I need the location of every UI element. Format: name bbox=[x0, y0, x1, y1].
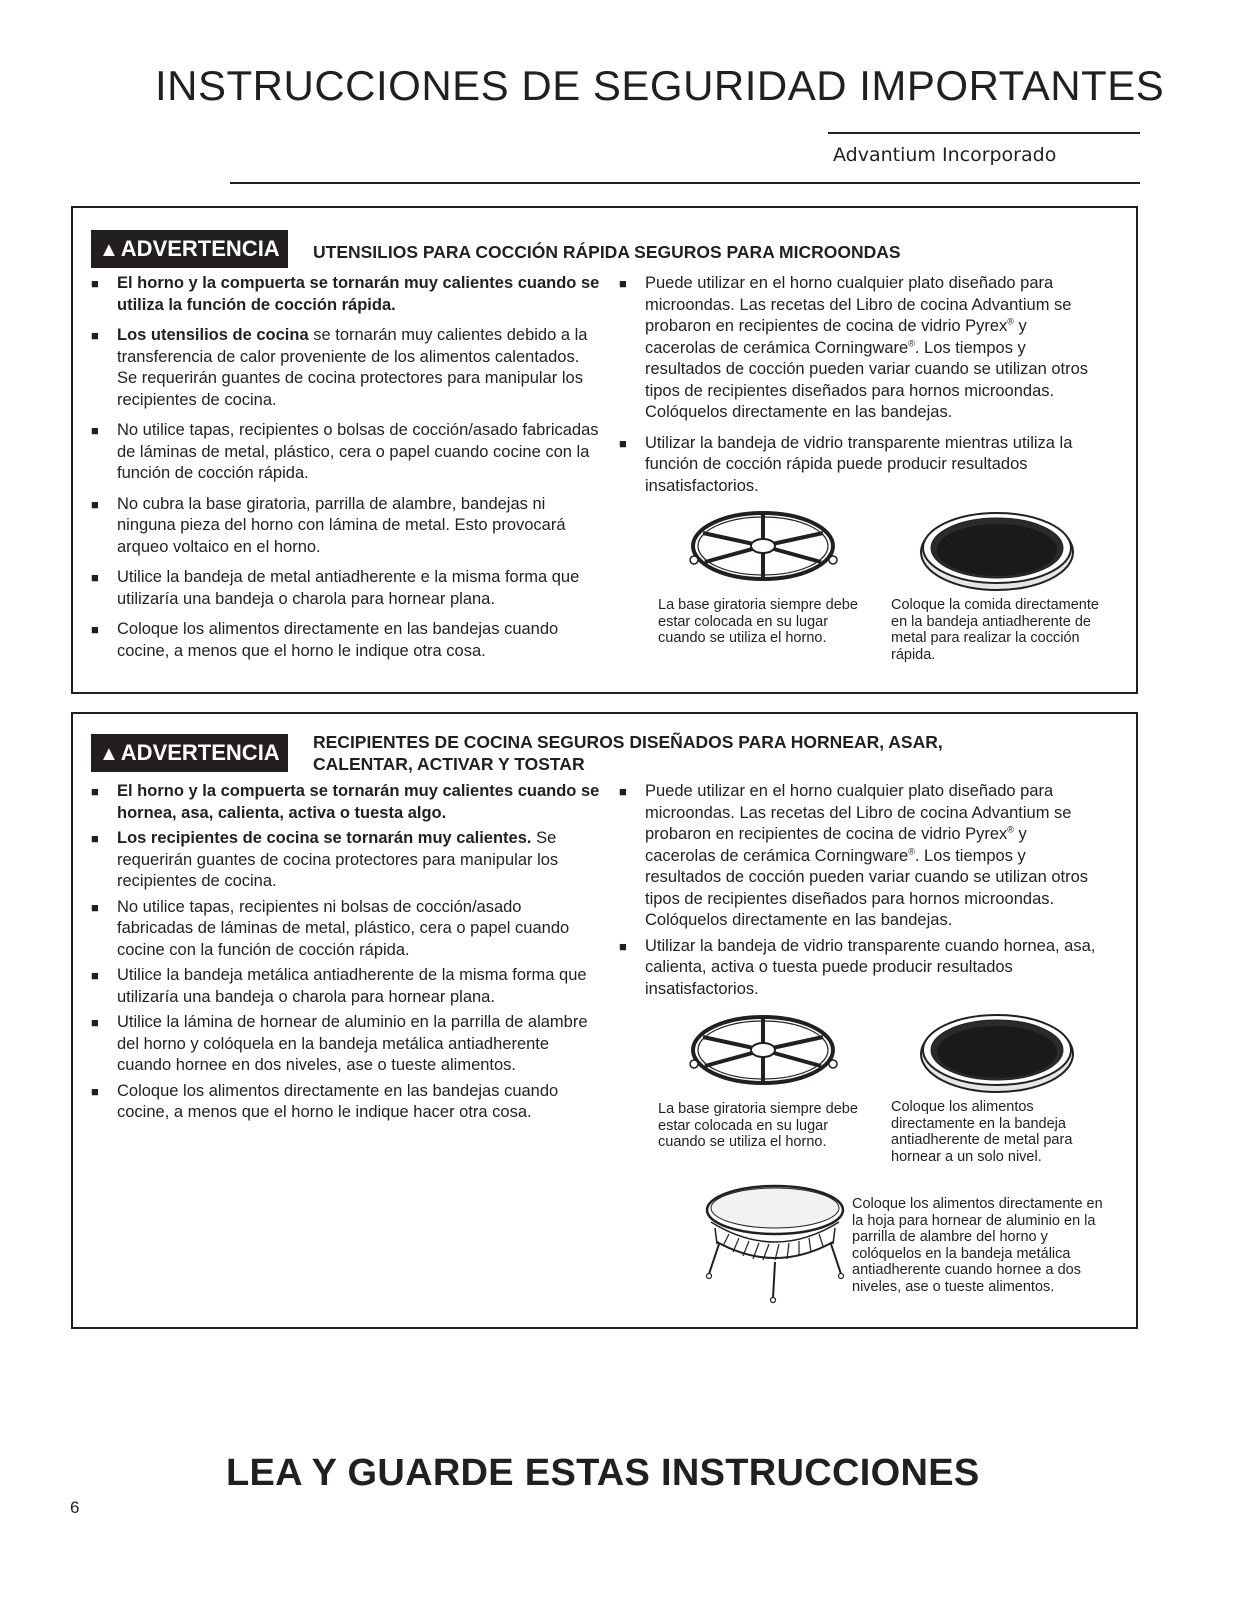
list-item: ■ No utilice tapas, recipientes o bolsas de cocción/asado fabricadas de láminas de metal, plástico, cera o papel cuando cocine con la función de cocción rápida. bbox=[91, 420, 601, 485]
list-item: ■ Utilice la lámina de hornear de aluminio en la parrilla de alambre del horno y colóquela en la bandeja metálica antiadherente cuando hornee en dos niveles, ase o tueste alimentos. bbox=[91, 1012, 601, 1077]
warning-heading bbox=[313, 731, 943, 775]
warning-heading-line: CALENTAR, ACTIVAR Y TOSTAR bbox=[313, 754, 585, 774]
list-item: ■ Puede utilizar en el horno cualquier plato diseñado para microondas. Las recetas del Libro de cocina Advantium se probaron en recipientes de cocina de vidrio Pyrex® y cacerolas de cerámica Corningware®. Los tiempos y resultados de cocción pueden variar cuando se utilizan otros tipos de recipientes diseñados para hornos microondas. Colóquelos directamente en las bandejas. bbox=[619, 273, 1097, 424]
list-item: ■ Utilizar la bandeja de vidrio transparente mientras utiliza la función de cocción rápida puede producir resultados insatisfactorios. bbox=[619, 433, 1097, 498]
warning-badge bbox=[91, 230, 288, 268]
header-rule-short bbox=[828, 132, 1140, 134]
list-item: ■ Los utensilios de cocina se tornarán muy calientes debido a la transferencia de calor proveniente de los alimentos calentados. Se requerirán guantes de cocina protectores para manipular los recipientes de cocina. bbox=[91, 325, 601, 411]
list-item: ■ Puede utilizar en el horno cualquier plato diseñado para microondas. Las recetas del Libro de cocina Advantium se probaron en recipientes de cocina de vidrio Pyrex® y cacerolas de cerámica Corningware®. Los tiempos y resultados de cocción pueden variar cuando se utilizan otros tipos de recipientes diseñados para hornos microondas. Colóquelos directamente en las bandejas. bbox=[619, 781, 1097, 932]
right-column bbox=[619, 781, 1097, 1004]
tray-caption: Coloque los alimentos directamente en la bandeja antiadherente de metal para hornear a un solo nivel. bbox=[891, 1099, 1073, 1165]
turntable-caption: La base giratoria siempre debe estar colocada en su lugar cuando se utiliza el horno. bbox=[658, 597, 858, 646]
warning-box-bake bbox=[71, 712, 1138, 1329]
list-item: ■ No utilice tapas, recipientes ni bolsas de cocción/asado fabricadas de láminas de metal, plástico, cera o papel cuando cocine con la función de cocción rápida. bbox=[91, 897, 601, 962]
left-column bbox=[91, 781, 601, 1128]
list-item: ■ El horno y la compuerta se tornarán muy calientes cuando se utiliza la función de cocción rápida. bbox=[91, 273, 601, 316]
wire-rack-illustration bbox=[697, 1182, 847, 1307]
warning-heading-line: RECIPIENTES DE COCINA SEGUROS DISEÑADOS PARA HORNEAR, ASAR, bbox=[313, 732, 943, 752]
turntable-illustration bbox=[685, 508, 845, 588]
warning-badge bbox=[91, 734, 288, 772]
warning-box-speedcook bbox=[71, 206, 1138, 694]
left-column bbox=[91, 273, 601, 671]
warning-triangle-icon: ▲ bbox=[99, 239, 119, 261]
turntable-caption: La base giratoria siempre debe estar colocada en su lugar cuando se utiliza el horno. bbox=[658, 1101, 858, 1150]
page-subtitle: Advantium Incorporado bbox=[833, 144, 1057, 166]
list-item: ■ Utilice la bandeja metálica antiadherente de la misma forma que utilizaría una bandeja o charola para hornear plana. bbox=[91, 965, 601, 1008]
list-item: ■ Utilice la bandeja de metal antiadherente e la misma forma que utilizaría una bandeja o charola para hornear plana. bbox=[91, 567, 601, 610]
warning-badge-label: ADVERTENCIA bbox=[120, 236, 280, 261]
footer-title: LEA Y GUARDE ESTAS INSTRUCCIONES bbox=[226, 1452, 980, 1494]
list-item: ■ Utilizar la bandeja de vidrio transparente cuando hornea, asa, calienta, activa o tuesta puede producir resultados insatisfactorios. bbox=[619, 936, 1097, 1001]
list-item: ■ Coloque los alimentos directamente en las bandejas cuando cocine, a menos que el horno le indique otra cosa. bbox=[91, 619, 601, 662]
nonstick-tray-illustration bbox=[917, 508, 1077, 593]
safety-list bbox=[619, 273, 1097, 497]
safety-list bbox=[619, 781, 1097, 1000]
turntable-illustration bbox=[685, 1012, 845, 1092]
list-item: ■ No cubra la base giratoria, parrilla de alambre, bandejas ni ninguna pieza del horno con lámina de metal. Esto provocará arqueo voltaico en el horno. bbox=[91, 494, 601, 559]
right-column bbox=[619, 273, 1097, 506]
header-rule-long bbox=[230, 182, 1140, 184]
warning-badge-label: ADVERTENCIA bbox=[120, 740, 280, 765]
safety-list bbox=[91, 781, 601, 1124]
page-number: 6 bbox=[70, 1498, 80, 1517]
list-item: ■ El horno y la compuerta se tornarán muy calientes cuando se hornea, asa, calienta, activa o tuesta algo. bbox=[91, 781, 601, 824]
warning-triangle-icon: ▲ bbox=[99, 743, 119, 765]
list-item: ■ Coloque los alimentos directamente en las bandejas cuando cocine, a menos que el horno le indique hacer otra cosa. bbox=[91, 1081, 601, 1124]
page-title: INSTRUCCIONES DE SEGURIDAD IMPORTANTES bbox=[155, 62, 1165, 109]
wire-rack-caption: Coloque los alimentos directamente en la hoja para hornear de aluminio en la parrilla de alambre del horno y colóquelos en la bandeja metálica antiadherente cuando hornee a dos niveles, ase o tueste alimentos. bbox=[852, 1196, 1103, 1295]
warning-heading: UTENSILIOS PARA COCCIÓN RÁPIDA SEGUROS PARA MICROONDAS bbox=[313, 242, 901, 262]
list-item: ■ Los recipientes de cocina se tornarán muy calientes. Se requerirán guantes de cocina protectores para manipular los recipientes de cocina. bbox=[91, 828, 601, 893]
safety-list bbox=[91, 273, 601, 662]
tray-caption: Coloque la comida directamente en la bandeja antiadherente de metal para realizar la cocción rápida. bbox=[891, 597, 1099, 663]
nonstick-tray-illustration bbox=[917, 1010, 1077, 1095]
